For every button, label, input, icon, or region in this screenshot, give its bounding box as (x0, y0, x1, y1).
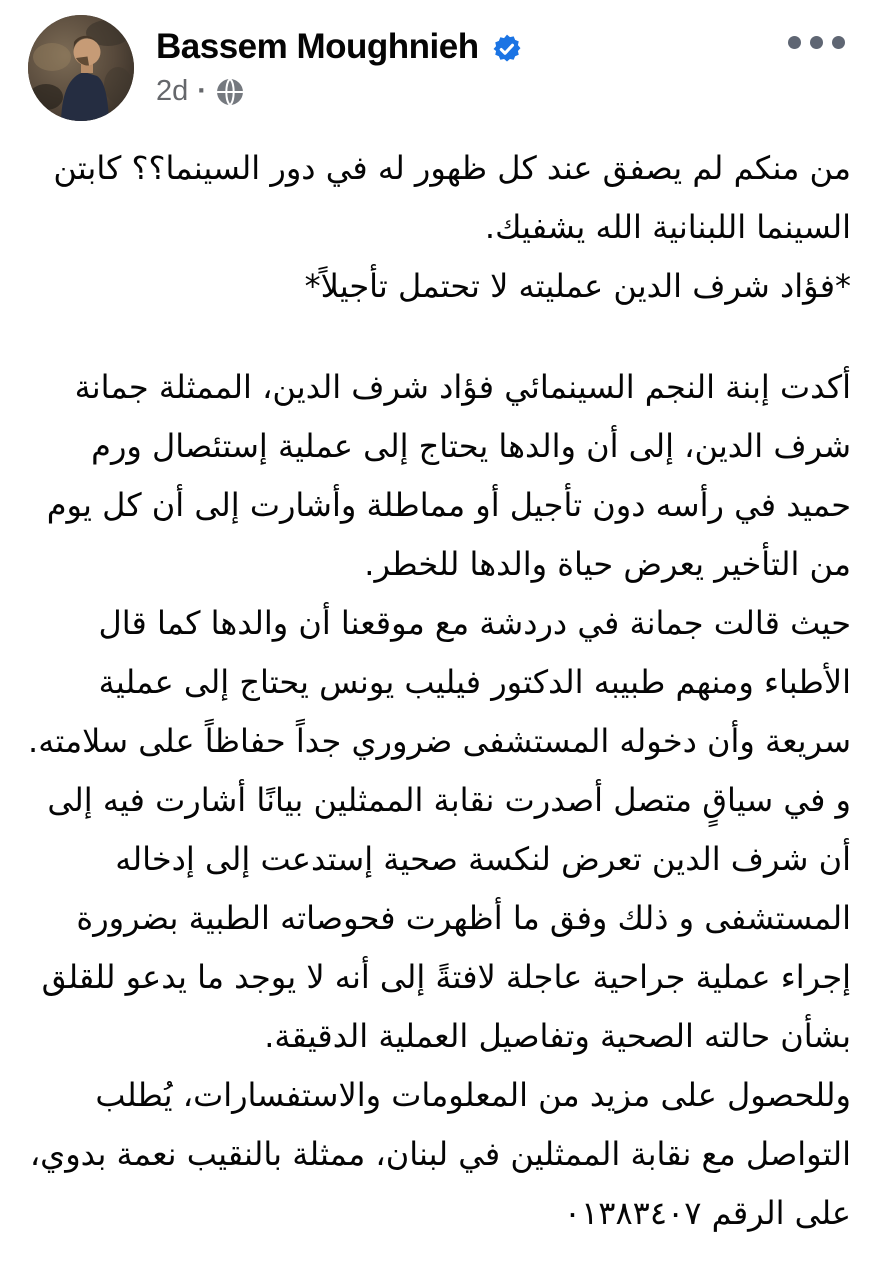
verified-badge-icon (491, 33, 523, 65)
profile-photo (28, 15, 134, 121)
timestamp[interactable]: 2d (156, 74, 189, 107)
ellipsis-menu-icon (832, 36, 845, 49)
header-info (156, 28, 523, 108)
avatar[interactable] (28, 15, 134, 121)
post-paragraph: حيث قالت جمانة في دردشة مع موقعنا أن والدها كما قال الأطباء ومنهم طبيبه الدكتور فيليب يونس يحتاج إلى عملية سريعة وأن دخوله المستشفى ضروري جداً حفاظاً على سلامته. (28, 604, 851, 760)
post-body (20, 358, 851, 1243)
globe-icon (216, 78, 244, 106)
post-header (0, 0, 871, 125)
ellipsis-menu-icon (788, 36, 801, 49)
meta-separator: · (197, 74, 207, 107)
post-paragraph: أكدت إبنة النجم السينمائي فؤاد شرف الدين، الممثلة جمانة شرف الدين، إلى أن والدها يحتاج إلى عملية إستئصال ورم حميد في رأسه دون تأجيل أو مماطلة وأشارت إلى أن كل يوم من التأخير يعرض حياة والدها للخطر. (46, 368, 851, 583)
post-intro (20, 139, 851, 316)
post-paragraph: من منكم لم يصفق عند كل ظهور له في دور السينما؟؟ كابتن السينما اللبنانية الله يشفيك. (53, 149, 851, 246)
post-paragraph: *فؤاد شرف الدين عمليته لا تحتمل تأجيلاً* (304, 267, 851, 305)
ellipsis-menu-icon (810, 36, 823, 49)
post-options-button[interactable] (782, 30, 851, 55)
post-paragraph: و في سياقٍ متصل أصدرت نقابة الممثلين بيانًا أشارت فيه إلى أن شرف الدين تعرض لنكسة صحية إستدعت إلى إدخاله المستشفى و ذلك وفق ما أظهرت فحوصاته الطبية بضرورة إجراء عملية جراحية عاجلة لافتةً إلى أنه لا يوجد ما يدعو للقلق بشأن حالته الصحية وتفاصيل العملية الدقيقة. (41, 781, 851, 1055)
post-content (0, 125, 871, 1243)
post-paragraph: وللحصول على مزيد من المعلومات والاستفسارات، يُطلب التواصل مع نقابة الممثلين في لبنان، ممثلة بالنقيب نعمة بدوي، على الرقم ٠١٣٨٣٤٠٧ (29, 1076, 851, 1232)
author-name[interactable]: Bassem Moughnieh (156, 27, 479, 67)
